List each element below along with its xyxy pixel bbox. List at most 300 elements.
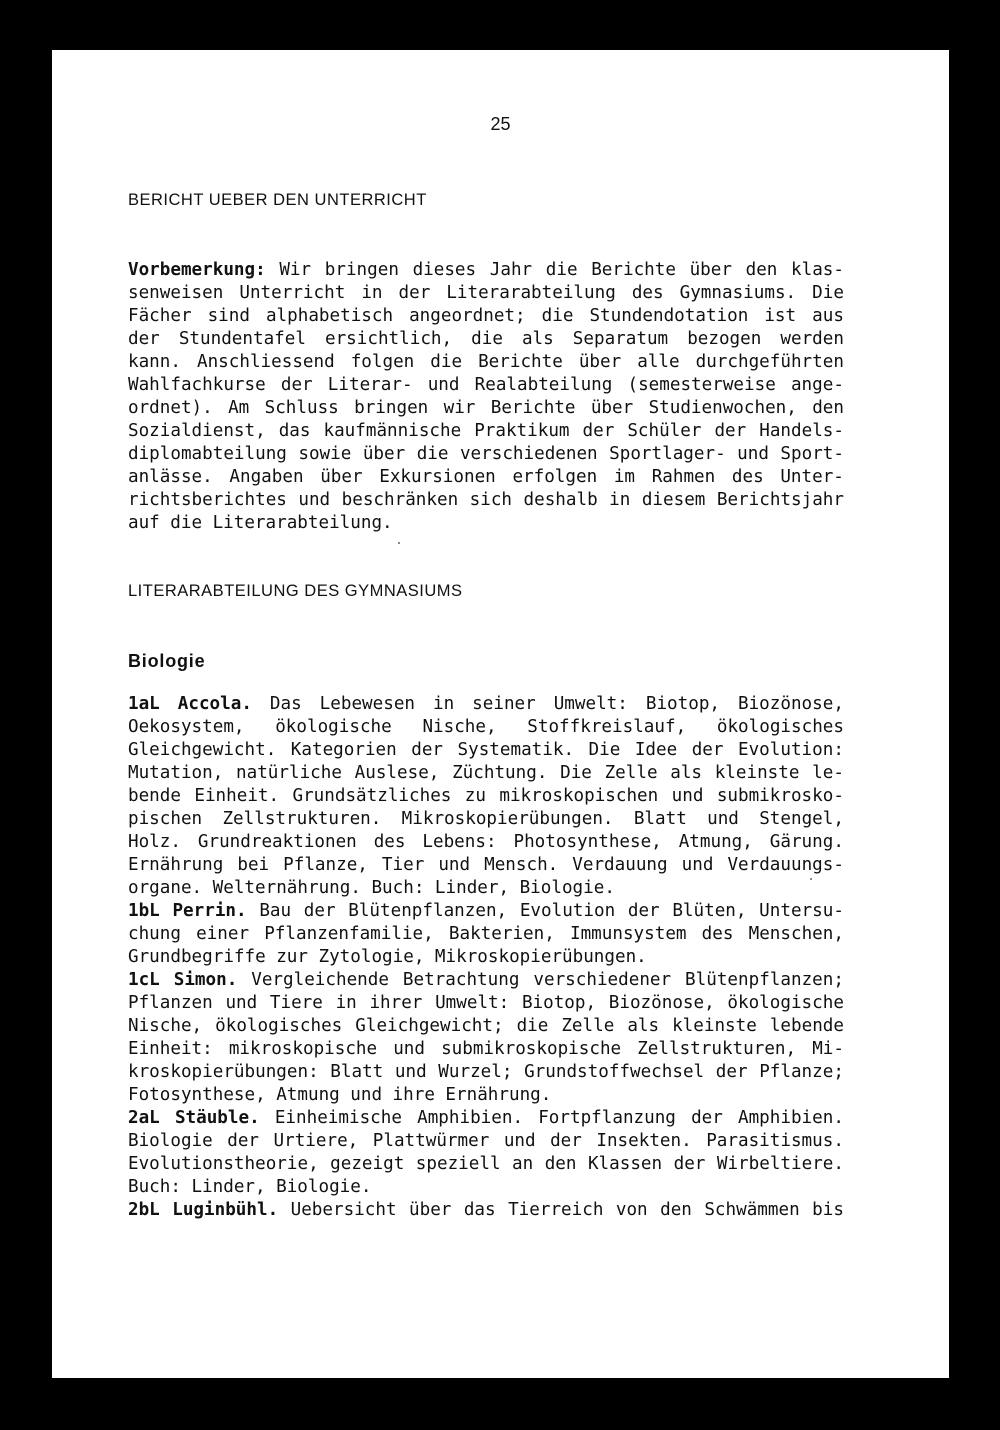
word: kann. — [128, 352, 181, 372]
word: kroskopierübungen: — [128, 1062, 319, 1082]
word: Urtiere, — [273, 1131, 359, 1151]
word: Verdauung — [572, 855, 668, 875]
word: Menschen, — [748, 924, 844, 944]
word: Welternährung. — [212, 878, 361, 898]
word: die — [430, 352, 463, 372]
word: Fotosynthese, — [128, 1085, 266, 1105]
word: und — [393, 1039, 425, 1059]
word: der — [691, 1108, 723, 1128]
word: den — [544, 1154, 577, 1174]
word: Stundentafel — [178, 329, 306, 349]
word: Unterricht — [239, 283, 346, 303]
text-line — [128, 259, 844, 282]
word: den — [812, 398, 844, 418]
word: Gärung. — [769, 832, 844, 852]
text-line — [128, 693, 844, 716]
word: den — [660, 1200, 692, 1220]
text-line — [128, 785, 844, 808]
word: Die — [560, 763, 592, 783]
text-line — [128, 397, 844, 420]
word: Rahmen — [651, 467, 716, 487]
word: über — [578, 352, 622, 372]
word: der — [280, 375, 313, 395]
word: sowie — [298, 444, 352, 464]
word: natürliche — [236, 763, 342, 783]
word: Wir — [279, 260, 312, 280]
word: kaufmännische — [323, 421, 462, 441]
word: die — [541, 306, 574, 326]
word: ihre — [392, 1085, 435, 1105]
word: Literarabteilung — [446, 283, 616, 303]
word: Bau — [259, 901, 292, 921]
heading-subject: Biologie — [128, 651, 206, 671]
word: als — [521, 329, 554, 349]
word: bis — [812, 1200, 844, 1220]
word: ihrer — [369, 993, 423, 1013]
word: wir — [443, 398, 476, 418]
word: Pflanze; — [759, 1062, 844, 1082]
text-line — [128, 1061, 844, 1084]
word: alphabetisch — [265, 306, 394, 326]
word: Blatt — [633, 809, 687, 829]
text-line — [128, 1038, 844, 1061]
word: ordnet). — [128, 398, 213, 418]
word: die — [471, 329, 503, 349]
word: Gymnasiums. — [679, 283, 797, 303]
word: Stundendotation — [589, 306, 749, 326]
word: Handels- — [759, 421, 844, 441]
word: Realabteilung — [474, 375, 613, 395]
word: der — [691, 740, 724, 760]
word: diesem — [641, 490, 706, 510]
word: Grundreaktionen — [197, 832, 357, 852]
word: Stäuble. — [174, 1108, 260, 1128]
word: Nische, — [128, 1016, 203, 1036]
word: Untersu- — [759, 901, 844, 921]
word: Schwämmen — [704, 1200, 800, 1220]
word: und — [671, 786, 704, 806]
word: Biotop, — [521, 993, 597, 1013]
word: Berichtsjahr — [716, 490, 844, 510]
word: der — [550, 1131, 582, 1151]
scan-speck — [398, 542, 400, 544]
word: Unter- — [780, 467, 844, 487]
word: Sport- — [780, 444, 844, 464]
word: Exkursionen — [379, 467, 496, 487]
word: Stoffkreislauf, — [527, 717, 687, 737]
word: der — [714, 421, 747, 441]
word: Zytologie, — [318, 947, 425, 967]
word: das — [278, 421, 311, 441]
word: Atmung, — [678, 832, 753, 852]
heading-section: LITERARABTEILUNG DES GYMNASIUMS — [128, 582, 463, 600]
word: Biologie. — [519, 878, 615, 898]
word: beschränken — [341, 490, 459, 510]
document-page — [52, 50, 949, 1378]
text-line — [128, 716, 844, 739]
word: der — [128, 329, 160, 349]
word: Grundbegriffe — [128, 947, 266, 967]
word: Oekosystem, — [128, 717, 245, 737]
word: deshalb — [523, 490, 598, 510]
word: und — [350, 1085, 383, 1105]
word: sich — [469, 490, 513, 510]
text-line — [128, 1015, 844, 1038]
text-line — [128, 946, 844, 969]
text-line — [128, 831, 844, 854]
word: des — [631, 283, 664, 303]
word: über — [689, 260, 732, 280]
word: Pflanzen — [128, 993, 213, 1013]
word: Mi- — [812, 1039, 844, 1059]
word: Am — [228, 398, 250, 418]
word: Plattwürmer — [372, 1131, 490, 1151]
word: ökologische — [727, 993, 844, 1013]
word: Biologie — [128, 1131, 213, 1151]
text-line — [128, 1084, 844, 1107]
page-number: 25 — [490, 114, 511, 134]
word: sind — [207, 306, 250, 326]
word: submikrosko- — [716, 786, 844, 806]
word: Ernährung. — [445, 1085, 552, 1105]
word: einer — [196, 924, 250, 944]
word: Lebens: — [422, 832, 497, 852]
word: Verdauungs- — [727, 855, 844, 875]
word: 1cL — [128, 970, 160, 990]
word: richtsberichtes — [128, 490, 287, 510]
word: seiner — [472, 694, 536, 714]
word: und — [225, 993, 258, 1013]
word: Kategorien — [290, 740, 397, 760]
word: kleinste — [714, 763, 800, 783]
word: werden — [780, 329, 844, 349]
word: in — [609, 490, 631, 510]
text-line — [128, 466, 844, 489]
word: bringen — [354, 398, 429, 418]
word: anlässe. — [128, 467, 213, 487]
word: ökologisches — [716, 717, 844, 737]
word: Linder, — [191, 1177, 266, 1197]
word: über — [590, 398, 634, 418]
word: Buch: — [371, 878, 425, 898]
word: lebende — [769, 1016, 844, 1036]
word: Die — [588, 740, 621, 760]
course-reports — [128, 693, 844, 1222]
word: das — [463, 1200, 496, 1220]
word: über — [409, 1200, 452, 1220]
word: Einheit. — [194, 786, 280, 806]
word: als — [670, 763, 703, 783]
text-line — [128, 969, 844, 992]
word: Nische, — [422, 717, 497, 737]
word: Luginbühl. — [172, 1200, 279, 1220]
word: ange- — [790, 375, 844, 395]
word: Zellstrukturen, — [637, 1039, 797, 1059]
word: Das — [269, 694, 302, 714]
word: Literarabteilung. — [212, 513, 393, 533]
word: in — [335, 993, 357, 1013]
word: Anschliessend — [196, 352, 335, 372]
word: Grundsätzliches — [292, 786, 452, 806]
word: Wahlfachkurse — [128, 375, 266, 395]
word: bei — [237, 855, 270, 875]
scan-speck — [810, 878, 812, 880]
word: die — [516, 1016, 549, 1036]
word: aus — [812, 306, 844, 326]
word: Blatt — [330, 1062, 384, 1082]
word: von — [615, 1200, 648, 1220]
text-line — [128, 923, 844, 946]
word: Ernährung — [128, 855, 224, 875]
word: bende — [128, 786, 181, 806]
word: organe. — [128, 878, 203, 898]
word: des — [701, 924, 734, 944]
word: der — [227, 1131, 260, 1151]
word: (semesterweise — [627, 375, 776, 395]
word: ökologisches — [215, 1016, 343, 1036]
word: und — [681, 855, 714, 875]
word: Sozialdienst, — [128, 421, 266, 441]
word: Tier — [381, 855, 425, 875]
word: Evolutionstheorie, — [128, 1154, 319, 1174]
text-line — [128, 1176, 844, 1199]
word: 2aL — [128, 1108, 160, 1128]
word: Mikroskopierübungen. — [434, 947, 647, 967]
word: der — [673, 1154, 706, 1174]
word: den — [745, 260, 778, 280]
word: Insekten. — [596, 1131, 692, 1151]
word: Tierreich — [508, 1200, 604, 1220]
word: Die — [812, 283, 844, 303]
word: Uebersicht — [290, 1200, 397, 1220]
word: Jahr — [489, 260, 533, 280]
word: auf — [128, 513, 160, 533]
word: des — [731, 467, 764, 487]
text-line — [128, 877, 844, 900]
word: an — [512, 1154, 534, 1174]
word: Idee — [634, 740, 678, 760]
word: als — [627, 1016, 660, 1036]
word: durchgeführten — [695, 352, 844, 372]
word: kleinste — [672, 1016, 757, 1036]
word: Berichte — [490, 398, 576, 418]
word: Angaben — [229, 467, 304, 487]
word: folgen — [350, 352, 415, 372]
word: dieses — [412, 260, 477, 280]
word: Vergleichende — [251, 970, 389, 990]
word: speziell — [415, 1154, 501, 1174]
word: und — [438, 855, 471, 875]
word: die — [545, 260, 578, 280]
word: Wurzel; — [438, 1062, 513, 1082]
word: Praktikum — [474, 421, 570, 441]
word: Blütenpflanzen, — [348, 901, 508, 921]
word: und — [737, 444, 769, 464]
word: Simon. — [173, 970, 238, 990]
word: verschiedener — [533, 970, 672, 990]
word: 1bL — [128, 901, 160, 921]
word: Auslese, — [354, 763, 440, 783]
word: Parasitismus. — [706, 1131, 844, 1151]
word: über — [320, 467, 363, 487]
word: 2bL — [128, 1200, 160, 1220]
word: mikroskopischen — [499, 786, 659, 806]
word: Evolution — [519, 901, 616, 921]
text-line — [128, 512, 844, 535]
word: Blüten, — [672, 901, 747, 921]
text-line — [128, 1130, 844, 1153]
word: Amphibien. — [417, 1108, 524, 1128]
word: verschiedenen — [459, 444, 598, 464]
word: klas- — [791, 260, 844, 280]
word: Bakterien, — [448, 924, 555, 944]
word: Mensch. — [484, 855, 559, 875]
text-line — [128, 351, 844, 374]
word: Gleichgewicht. — [128, 740, 277, 760]
word: Photosynthese, — [513, 832, 662, 852]
word: Biotop, — [645, 694, 721, 714]
word: Wirbeltiere. — [716, 1154, 844, 1174]
word: der — [303, 901, 336, 921]
text-line — [128, 762, 844, 785]
word: Linder, — [434, 878, 510, 898]
text-line — [128, 900, 844, 923]
word: Perrin. — [172, 901, 247, 921]
word: Literar- — [327, 375, 413, 395]
word: chung — [128, 924, 181, 944]
text-line — [128, 489, 844, 512]
text-line — [128, 1153, 844, 1176]
word: Schluss — [264, 398, 339, 418]
word: der — [398, 283, 431, 303]
word: Klassen — [587, 1154, 663, 1174]
word: Immunsystem — [569, 924, 687, 944]
word: des — [373, 832, 406, 852]
word: in — [361, 283, 383, 303]
word: und — [298, 490, 331, 510]
word: 1aL — [128, 694, 160, 714]
word: gezeigt — [330, 1154, 405, 1174]
word: Zelle — [561, 1016, 615, 1036]
word: Schüler — [627, 421, 702, 441]
text-line — [128, 443, 844, 466]
word: Buch: — [128, 1177, 181, 1197]
word: bringen — [324, 260, 399, 280]
word: mikroskopische — [228, 1039, 378, 1059]
word: angeordnet; — [409, 306, 526, 326]
word: über — [362, 444, 406, 464]
word: Einheimische — [274, 1108, 402, 1128]
word: im — [613, 467, 636, 487]
word: bezogen — [687, 329, 762, 349]
word: diplomabteilung — [128, 444, 287, 464]
word: die — [170, 513, 203, 533]
word: senweisen — [128, 283, 224, 303]
word: Berichte — [591, 260, 676, 280]
text-line — [128, 808, 844, 831]
word: submikroskopische — [441, 1039, 622, 1059]
word: Umwelt: — [553, 694, 628, 714]
intro-paragraph — [128, 259, 844, 535]
word: Atmung — [276, 1085, 340, 1105]
word: Grundstoffwechsel — [524, 1062, 705, 1082]
word: Sportlager- — [609, 444, 726, 464]
word: Biozönose, — [738, 694, 844, 714]
word: Blütenpflanzen; — [685, 970, 844, 990]
heading-report: BERICHT UEBER DEN UNTERRICHT — [128, 191, 427, 209]
word: der — [627, 901, 660, 921]
text-line — [128, 305, 844, 328]
word: Amphibien. — [738, 1108, 844, 1128]
text-line — [128, 1199, 844, 1222]
word: Pflanzenfamilie, — [264, 924, 434, 944]
word: ökologische — [275, 717, 392, 737]
word: Züchtung. — [452, 763, 548, 783]
word: ersichtlich, — [324, 329, 453, 349]
word: Biologie. — [276, 1177, 372, 1197]
word: Berichte — [478, 352, 563, 372]
text-line — [128, 992, 844, 1015]
word: Betrachtung — [402, 970, 520, 990]
text-line — [128, 328, 844, 351]
word: und — [394, 1062, 427, 1082]
word: die — [416, 444, 449, 464]
word: in — [433, 694, 455, 714]
word: Gleichgewicht; — [355, 1016, 504, 1036]
word: Zelle — [604, 763, 658, 783]
word: Tiere — [269, 993, 323, 1013]
word: Lebewesen — [319, 694, 416, 714]
word: und — [503, 1131, 536, 1151]
word: Einheit: — [128, 1039, 213, 1059]
word: alle — [637, 352, 680, 372]
word: Separatum — [572, 329, 669, 349]
word: ist — [764, 306, 797, 326]
text-line — [128, 739, 844, 762]
text-line — [128, 374, 844, 397]
word: Fächer — [128, 306, 192, 326]
text-line — [128, 854, 844, 877]
text-line — [128, 420, 844, 443]
word: Zellstrukturen. — [222, 809, 382, 829]
word: Studienwochen, — [648, 398, 797, 418]
word: der — [582, 421, 615, 441]
word: und — [707, 809, 739, 829]
word: Mikroskopierübungen. — [401, 809, 614, 829]
word: Umwelt: — [435, 993, 510, 1013]
word: Holz. — [128, 832, 181, 852]
word: Fortpflanzung — [538, 1108, 676, 1128]
text-line — [128, 282, 844, 305]
word: zu — [464, 786, 486, 806]
word: Biozönose, — [608, 993, 715, 1013]
word: Mutation, — [128, 763, 224, 783]
word: Stengel, — [759, 809, 844, 829]
word: Pflanze, — [283, 855, 368, 875]
word: le- — [812, 763, 844, 783]
word: der — [411, 740, 444, 760]
text-line — [128, 1107, 844, 1130]
word: Evolution: — [737, 740, 844, 760]
word: pischen — [128, 809, 203, 829]
word: zur — [276, 947, 308, 967]
word: Systematik. — [457, 740, 575, 760]
word: Vorbemerkung: — [128, 260, 266, 280]
word: Accola. — [177, 694, 252, 714]
word: erfolgen — [512, 467, 598, 487]
word: und — [427, 375, 460, 395]
word: der — [715, 1062, 748, 1082]
